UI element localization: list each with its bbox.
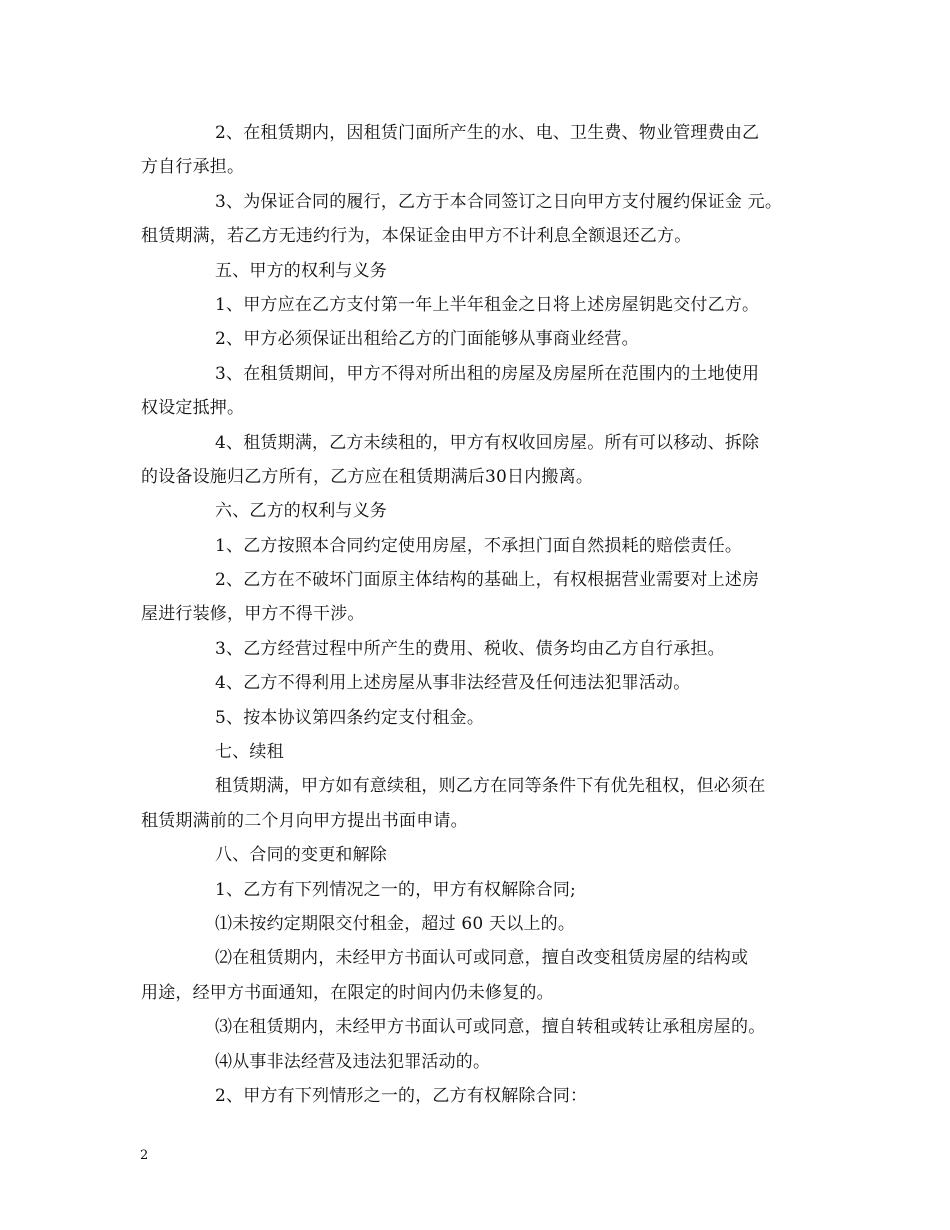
text-line: 3、在租赁期间，甲方不得对所出租的房屋及房屋所在范围内的土地使用: [215, 363, 760, 384]
text-line: 租赁期满，若乙方无违约行为，本保证金由甲方不计利息全额退还乙方。: [141, 226, 692, 247]
text-line: ⑴未按约定期限交付租金，超过 60 天以上的。: [215, 913, 576, 934]
text-line: 3、为保证合同的履行，乙方于本合同签订之日向甲方支付履约保证金 元。: [215, 191, 783, 212]
text-line: ⑶在租赁期内，未经甲方书面认可或同意，擅自转租或转让承租房屋的。: [215, 1017, 766, 1038]
page-number: 2: [140, 1148, 149, 1163]
text-line: ⑵在租赁期内，未经甲方书面认可或同意，擅自改变租赁房屋的结构或: [215, 948, 749, 969]
text-line: 的设备设施归乙方所有，乙方应在租赁期满后30日内搬离。: [141, 466, 594, 487]
text-line: 八、合同的变更和解除: [215, 845, 387, 866]
text-line: 用途，经甲方书面通知，在限定的时间内仍未修复的。: [141, 982, 554, 1003]
text-line: 2、甲方有下列情形之一的，乙方有权解除合同：: [215, 1085, 588, 1106]
text-line: 2、在租赁期内，因租赁门面所产生的水、电、卫生费、物业管理费由乙: [215, 123, 760, 143]
text-line: 4、乙方不得利用上述房屋从事非法经营及任何违法犯罪活动。: [215, 673, 691, 694]
text-line: 七、续租: [215, 742, 284, 763]
text-line: 4、租赁期满，乙方未续租的，甲方有权收回房屋。所有可以移动、拆除: [215, 432, 760, 453]
text-line: 方自行承担。: [141, 157, 245, 178]
text-line: 1、乙方有下列情况之一的，甲方有权解除合同;: [215, 879, 576, 900]
text-line: 1、甲方应在乙方支付第一年上半年租金之日将上述房屋钥匙交付乙方。: [215, 294, 760, 315]
text-line: 租赁期满，甲方如有意续租，则乙方在同等条件下有优先租权，但必须在: [215, 776, 766, 797]
text-line: 2、甲方必须保证出租给乙方的门面能够从事商业经营。: [215, 329, 639, 350]
text-line: 权设定抵押。: [141, 398, 245, 419]
text-line: 屋进行装修，甲方不得干涉。: [141, 604, 365, 625]
text-line: 2、乙方在不破坏门面原主体结构的基础上，有权根据营业需要对上述房: [215, 570, 760, 591]
text-line: ⑷从事非法经营及违法犯罪活动的。: [215, 1051, 491, 1072]
contract-body-text: [141, 116, 821, 1113]
text-line: 五、甲方的权利与义务: [215, 260, 387, 281]
text-line: 六、乙方的权利与义务: [215, 501, 387, 522]
text-line: 5、按本协议第四条约定支付租金。: [215, 707, 485, 728]
text-line: 1、乙方按照本合同约定使用房屋，不承担门面自然损耗的赔偿责任。: [215, 535, 743, 556]
text-line: 租赁期满前的二个月向甲方提出书面申请。: [141, 810, 468, 831]
text-line: 3、乙方经营过程中所产生的费用、税收、债务均由乙方自行承担。: [215, 638, 725, 659]
